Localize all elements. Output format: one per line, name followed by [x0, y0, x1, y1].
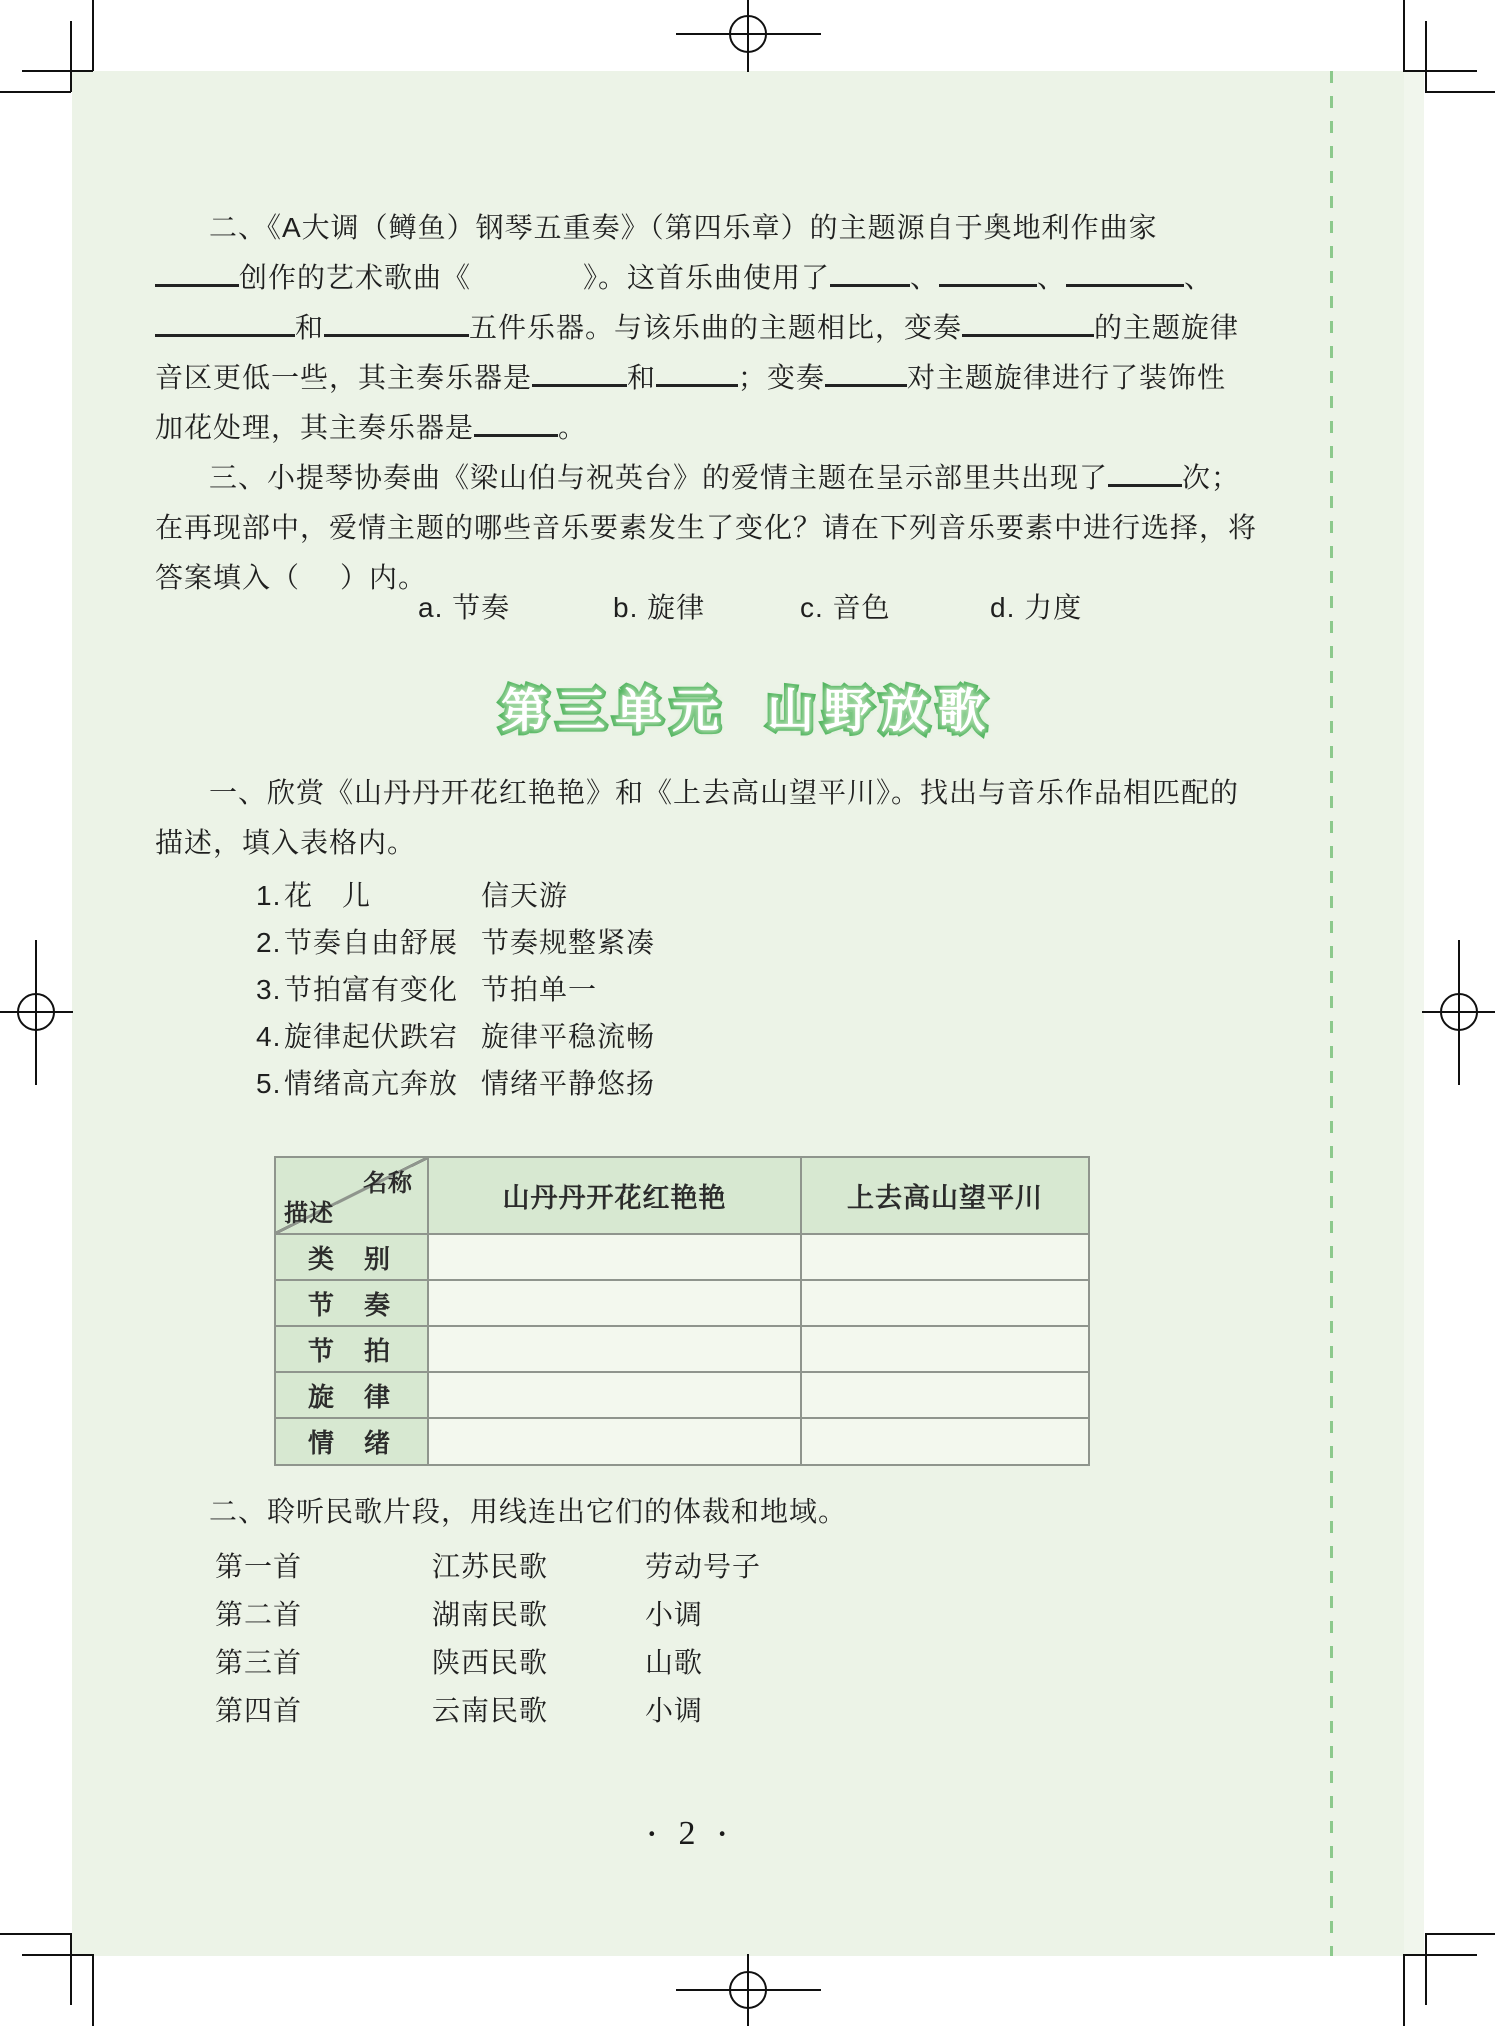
- text-segment: 二、《A大调（鳟鱼）钢琴五重奏》（第四乐章）的主题源自于奥地利作曲家: [209, 212, 1158, 243]
- text-segment: 、: [910, 262, 940, 293]
- comparison-table: [274, 1156, 1090, 1466]
- table-row-label: 情 绪: [275, 1418, 428, 1465]
- table-row-label: 旋 律: [275, 1372, 428, 1418]
- fill-in-blank: [155, 330, 295, 337]
- question-two-trout-quintet: [155, 203, 1239, 453]
- table-column-header: 山丹丹开花红艳艳: [428, 1157, 801, 1234]
- unit-title: [72, 680, 1424, 737]
- pair-right-description: 旋律平稳流畅: [481, 1021, 656, 1052]
- table-row: [275, 1418, 1089, 1465]
- fill-in-blank: [474, 430, 558, 437]
- page-number: [645, 1812, 729, 1856]
- question-one-line: [155, 768, 1239, 818]
- text-segment: ）内。: [340, 562, 428, 593]
- page-fold-shading: [1404, 71, 1424, 1956]
- table-empty-cell: [801, 1280, 1089, 1326]
- text-segment: 五件乐器。与该乐曲的主题相比，变奏: [469, 312, 963, 343]
- option-d: d. 力度: [990, 592, 1083, 623]
- match-piece-label: 第四首: [215, 1695, 303, 1726]
- text-segment: 加花处理，其主奏乐器是: [155, 412, 475, 443]
- option-a: a. 节奏: [418, 592, 511, 623]
- match-region-label: 云南民歌: [432, 1695, 549, 1726]
- text-segment: 和: [295, 312, 325, 343]
- match-piece-label: 第一首: [215, 1551, 303, 1582]
- text-segment: ；变奏: [738, 362, 826, 393]
- question-two-line: [155, 253, 1239, 303]
- question-three-butterfly-lovers: [155, 453, 1257, 603]
- question-two-line: [155, 303, 1239, 353]
- text-segment: 的主题旋律: [1094, 312, 1240, 343]
- table-column-header: 上去高山望平川: [801, 1157, 1089, 1234]
- question-two-line: [155, 403, 1239, 453]
- unit-title-name: 山野放歌: [767, 683, 995, 737]
- spacer: [155, 236, 209, 237]
- table-empty-cell: [428, 1234, 801, 1280]
- pair-left-description: 旋律起伏跌宕: [284, 1021, 459, 1052]
- spacer: [300, 586, 340, 587]
- pair-left-description: 节拍富有变化: [284, 974, 459, 1005]
- spacer: [471, 286, 583, 287]
- question-two-line: [155, 203, 1239, 253]
- pair-right-description: 情绪平静悠扬: [481, 1068, 656, 1099]
- match-genre-label: 小调: [645, 1695, 704, 1726]
- text-segment: 对主题旋律进行了装饰性: [907, 362, 1227, 393]
- fill-in-blank: [656, 380, 738, 387]
- option-c: c. 音色: [800, 592, 891, 623]
- page-number-left-dot: ·: [645, 1811, 659, 1856]
- pair-right-description: 节奏规整紧凑: [481, 927, 656, 958]
- match-genre-label: 山歌: [645, 1647, 704, 1678]
- text-segment: 音区更低一些，其主奏乐器是: [155, 362, 533, 393]
- corner-label-description: 描述: [284, 1201, 334, 1227]
- text-segment: 和: [627, 362, 657, 393]
- spacer: [155, 801, 209, 802]
- text-segment: 描述，填入表格内。: [155, 827, 417, 858]
- binding-dashed-line: [1330, 71, 1333, 1956]
- table-empty-cell: [801, 1418, 1089, 1465]
- matching-question-title: 二、聆听民歌片段，用线连出它们的体裁和地域。: [209, 1496, 848, 1527]
- fill-in-blank: [939, 280, 1037, 287]
- option-b: b. 旋律: [613, 592, 706, 623]
- table-empty-cell: [428, 1326, 801, 1372]
- fill-in-blank: [324, 330, 469, 337]
- pair-right-description: 信天游: [481, 880, 569, 911]
- fill-in-blank: [155, 280, 239, 287]
- match-genre-label: 小调: [645, 1599, 704, 1630]
- table-empty-cell: [428, 1372, 801, 1418]
- text-segment: 、: [1037, 262, 1067, 293]
- match-region-label: 陕西民歌: [432, 1647, 549, 1678]
- registration-mark-top: [676, 0, 821, 72]
- match-region-label: 湖南民歌: [432, 1599, 549, 1630]
- text-segment: 、: [1184, 262, 1214, 293]
- table-row-label: 节 拍: [275, 1326, 428, 1372]
- registration-mark-right: [1422, 940, 1495, 1085]
- match-piece-label: 第三首: [215, 1647, 303, 1678]
- unit-title-number: 第三单元: [501, 683, 729, 737]
- match-region-label: 江苏民歌: [432, 1551, 549, 1582]
- fill-in-blank: [830, 280, 910, 287]
- pair-number: 1.: [256, 880, 282, 911]
- table-row: [275, 1372, 1089, 1418]
- pair-number: 2.: [256, 927, 282, 958]
- question-one-intro: [155, 768, 1239, 868]
- table-row-label: 节 奏: [275, 1280, 428, 1326]
- fill-in-blank: [1108, 480, 1182, 487]
- fill-in-blank: [1066, 280, 1184, 287]
- question-two-line: [155, 353, 1239, 403]
- pair-left-description: 情绪高亢奔放: [284, 1068, 459, 1099]
- pair-number: 5.: [256, 1068, 282, 1099]
- text-segment: 答案填入（: [155, 562, 301, 593]
- text-segment: 创作的艺术歌曲《: [239, 262, 472, 293]
- text-segment: 。: [558, 412, 588, 443]
- table-row-label: 类 别: [275, 1234, 428, 1280]
- text-segment: 一、欣赏《山丹丹开花红艳艳》和《上去高山望平川》。找出与音乐作品相匹配的: [209, 777, 1240, 808]
- text-segment: 次；: [1182, 462, 1241, 493]
- pair-right-description: 节拍单一: [481, 974, 598, 1005]
- fill-in-blank: [825, 380, 907, 387]
- table-corner-cell: [275, 1157, 428, 1234]
- corner-label-name: 名称: [363, 1171, 413, 1197]
- question-three-line: [155, 553, 1257, 603]
- spacer: [155, 486, 209, 487]
- table-empty-cell: [801, 1234, 1089, 1280]
- table-row: [275, 1326, 1089, 1372]
- pair-number: 4.: [256, 1021, 282, 1052]
- fill-in-blank: [532, 380, 627, 387]
- text-segment: 》。这首乐曲使用了: [583, 262, 831, 293]
- table-empty-cell: [428, 1418, 801, 1465]
- pair-left-description: 花 儿: [284, 880, 372, 911]
- page-number-right-dot: ·: [715, 1811, 729, 1856]
- match-genre-label: 劳动号子: [645, 1551, 762, 1582]
- table-empty-cell: [801, 1372, 1089, 1418]
- fill-in-blank: [962, 330, 1094, 337]
- text-segment: 在再现部中，爱情主题的哪些音乐要素发生了变化？请在下列音乐要素中进行选择，将: [155, 512, 1258, 543]
- page-number-value: 2: [678, 1815, 696, 1852]
- match-piece-label: 第二首: [215, 1599, 303, 1630]
- question-three-line: [155, 453, 1257, 503]
- question-three-line: [155, 503, 1257, 553]
- pair-left-description: 节奏自由舒展: [284, 927, 459, 958]
- text-segment: 三、小提琴协奏曲《梁山伯与祝英台》的爱情主题在呈示部里共出现了: [209, 462, 1109, 493]
- question-one-line: [155, 818, 1239, 868]
- pair-number: 3.: [256, 974, 282, 1005]
- table-row: [275, 1234, 1089, 1280]
- table-empty-cell: [801, 1326, 1089, 1372]
- registration-mark-left: [0, 940, 73, 1085]
- registration-mark-bottom: [676, 1954, 821, 2026]
- table-empty-cell: [428, 1280, 801, 1326]
- table-row: [275, 1280, 1089, 1326]
